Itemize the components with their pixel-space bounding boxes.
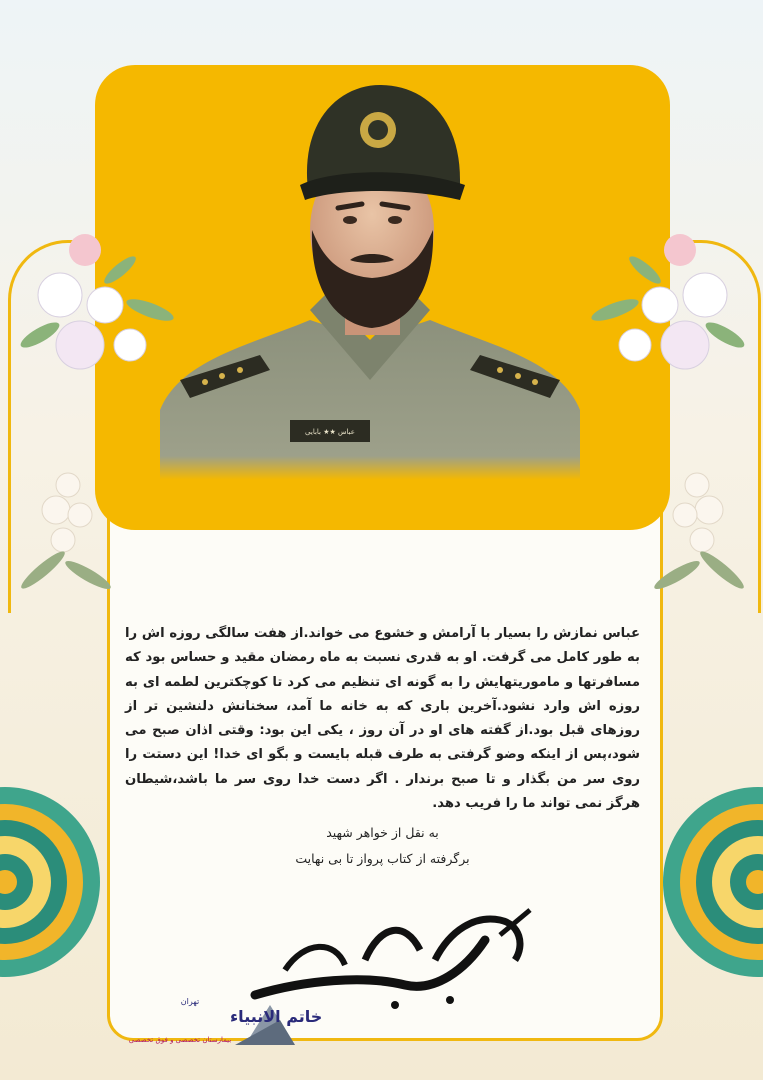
flower-right-top-icon	[575, 215, 755, 385]
logo-subtitle: بیمارستان تخصصی و فوق تخصصی	[128, 1036, 232, 1044]
biography-text: عباس نمازش را بسیار با آرامش و خشوع می خواند.از هفت سالگی روزه اش را به طور کامل می گرفت. او به قدری نسبت به ماه رمضان مقید و حساس بود که مسافرتها و ماموریتهایش را به گونه ای تنظیم می کرد تا کوچکترین لطمه ای به روزه اش وارد نشود.آخرین باری که به خانه ما آمد، سخنانش دلنشین تر از روزهای قبل بود.از گفته های او در آن روز ، یکی این بود: وقتی اذان صبح می شود،پس از اینکه وضو گرفتی به طرف قبله بایست و بگو ای خدا! این دستت را روی سر من بگذار و تا صبح برندار . اگر دست خدا روی سر ما باشد،شیطان هرگز نمی تواند ما را فریب دهد.	[125, 626, 640, 812]
source-line-narrator: به نقل از خواهر شهید	[326, 825, 439, 840]
flower-left-lily-icon	[18, 455, 113, 600]
mandala-right-icon	[658, 760, 763, 1005]
hospital-logo	[128, 990, 323, 1055]
flower-right-lily-icon	[652, 455, 747, 600]
name-badge: عباس ★★ بابایی	[305, 428, 355, 436]
logo-name: خاتم الانبیاء	[230, 1007, 323, 1026]
mandala-left-icon	[0, 760, 105, 1005]
flower-left-top-icon	[10, 215, 190, 385]
source-line-book: برگرفته از کتاب پرواز تا بی نهایت	[295, 851, 470, 866]
logo-mark-icon	[128, 990, 323, 1055]
source-attribution	[125, 820, 640, 872]
portrait-illustration	[160, 80, 580, 480]
logo-city: تهران	[180, 997, 200, 1006]
